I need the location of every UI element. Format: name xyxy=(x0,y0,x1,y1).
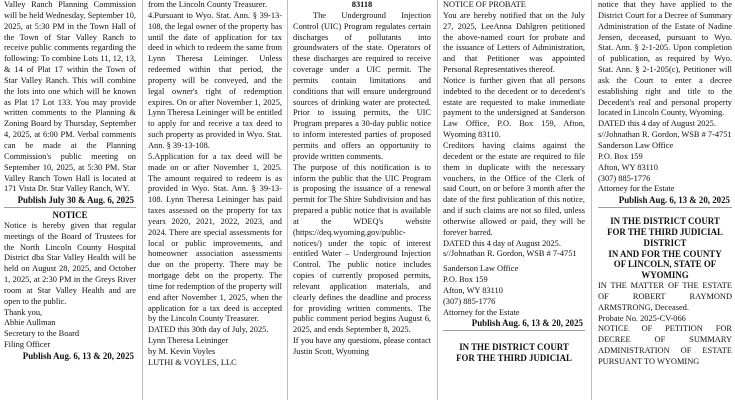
probate-notice-text: You are hereby notified that on the July 27, 2025, LeeAnna Dahlgren petitioned the above-named court for probate and the issuance of Letters of Administration, and that Petitioner was appointed Personal Representatives thereof. xyxy=(443,10,585,75)
firm-address: P.O. Box 159 xyxy=(443,275,488,285)
column-divider xyxy=(591,0,592,400)
court-heading: DISTRICT xyxy=(643,237,687,248)
probate-notice-text: Notice is further given that all persons indebted to the decedent or to decedent's estate are requested to make immediate payment to the undersigned at Sanderson Law Office, P.O. Box 159, Afton, Wyoming 83110. xyxy=(443,75,585,140)
probate-number: Probate No. 2025-CV-066 xyxy=(598,313,686,323)
dated-line: DATED this 4 day of August 2025. xyxy=(443,238,561,248)
notice-heading: NOTICE xyxy=(52,210,88,221)
court-heading: IN THE DISTRICT COURT xyxy=(459,342,569,353)
dated-line: DATED this 4 day of August 2025. xyxy=(598,119,716,129)
uic-notice-text: The Underground Injection Control (UIC) Program regulates certain discharges of pollutants into groundwaters of the state. Operators of these discharges are required to receive coverage under a UIC permit. The permits contain limitations and conditions that will ensure underground sources of drinking water are protected. Prior to issuing permits, the UIC Program prepares a 30-day public notice to inform interested parties of proposed permits and offers an opportunity to provide written comments. xyxy=(293,10,431,161)
column-5 xyxy=(598,0,732,400)
column-divider xyxy=(437,0,438,400)
notice-separator xyxy=(598,207,732,208)
uic-notice-text: If you have any questions, please contact Justin Scott, Wyoming xyxy=(293,336,431,356)
publication-line: Publish Aug. 6, 13 & 20, 2025 xyxy=(618,195,730,206)
attorney-line: Attorney for the Estate xyxy=(598,184,675,194)
tax-deed-text: 4.Pursuant to Wyo. Stat. Ann. § 39-13-108, the legal owner of the property has until the date of application for tax deed in which to redeem the same from Lynn Theresa Leininger. Unless redeemed within that period, the property will be conveyed, and the legal owner's right of redemption expires. On or after November 1, 2025, Lynn Theresa Leininger will be entitled to apply for and receive a tax deed to such property as provided in Wyo. Stat. Ann. § 39-13-108. xyxy=(148,10,282,150)
notice-separator xyxy=(443,330,585,331)
court-heading: OF LINCOLN, STATE OF xyxy=(613,259,717,270)
signature-line: s//Johnathan R. Gordon, WSB # 7-4751 xyxy=(598,130,732,140)
notice-signer: Abbie Aullman xyxy=(4,318,56,328)
summary-admin-text: notice that they have applied to the District Court for a Decree of Summary Administration of the Estate of Nadine Jensen, deceased, pursuant to Wyo. Stat. Ann. § 2-1-205. Upon completion of publication, as required by Wyo. Stat. Ann. § 2-1-205(c), Petitioner will ask the Court to enter a decree establishing right and title to the Decedent's real and personal property located in Lincoln County, Wyoming. xyxy=(598,0,732,118)
signature-line: by M. Kevin Voyles xyxy=(148,347,216,356)
court-heading: FOR THE THIRD JUDICIAL xyxy=(607,226,723,237)
column-divider xyxy=(287,0,288,400)
firm-phone: (307) 885-1776 xyxy=(443,296,496,306)
firm-name: Sanderson Law Office xyxy=(598,140,674,150)
firm-city: Afton, WY 83110 xyxy=(443,285,503,295)
column-3 xyxy=(293,0,431,400)
uic-notice-text: The purpose of this notification is to inform the public that the UIC Program is proposing the issuance of a renewal permit for The Shire Subdivision and has prepared a public notice that is available at the WDEQ's website (https://deq.wyoming.gov/public-notices/) under the topic of interest entitled Water – Underground Injection Control. The public notice includes copies of currently proposed permits, relevant application materials, and clearly defines the deadline and process for providing written comments. The public comment period begins August 6, 2025, and ends September 8, 2025. xyxy=(293,162,431,335)
attorney-line: Attorney for the Estate xyxy=(443,307,520,317)
tax-deed-text: from the Lincoln County Treasurer. xyxy=(148,0,267,9)
court-heading: IN THE DISTRICT COURT xyxy=(610,216,720,227)
court-heading: WYOMING xyxy=(641,270,689,281)
firm-name: Sanderson Law Office xyxy=(443,264,519,274)
permit-number: 83118 xyxy=(351,0,373,9)
hospital-notice-text: Notice is hereby given that regular meetings of the Board of Trustees for the North Lincoln County Hospital District dba Star Valley Health will be held on August 28, 2025, and October 1, 2025, at 2:30 PM in the Greys River room at Star Valley Health and are open to the public. xyxy=(4,220,136,306)
firm-phone: (307) 885-1776 xyxy=(598,173,651,183)
publication-line: Publish July 30 & Aug. 6, 2025 xyxy=(17,195,134,206)
notice-heading: NOTICE OF PROBATE xyxy=(443,0,526,9)
notice-thanks: Thank you, xyxy=(4,307,43,317)
notice-separator xyxy=(4,207,136,208)
tax-deed-text: 5.Application for a tax deed will be made on or after November 1, 2025. The amount required to redeem is as provided in Wyo. Stat. Ann. § 39-13-108. Lynn Theresa Leininger has paid taxes assessed on the property for tax years 2020, 2021, 2022, 2023, and 2024. There are special assessments for local or public improvements, and homeowner association assessments due on the property. There may be mortgage debt on the property. The time for redemption of the property will end after November 1, 2025, when the application for a tax deed is accepted by the Lincoln County Treasurer. xyxy=(148,151,282,324)
court-heading: IN AND FOR THE COUNTY xyxy=(608,248,722,259)
firm-address: P.O. Box 159 xyxy=(598,151,643,161)
publication-line: Publish Aug. 6, 13 & 20, 2025 xyxy=(471,318,583,329)
column-4 xyxy=(443,0,585,400)
publication-line: Publish Aug. 6, 13 & 20, 2025 xyxy=(22,351,134,361)
planning-notice-text: Valley Ranch Planning Commission will be held Wednesday, September 10, 2025, at 5:30 PM in the Town Hall of the Town of Star Valley Ranch to receive public comments regarding the following: To combine Lots 11, 12, 13, & 14 of Plat 17 within the Town of Star Valley Ranch. This will combine the lots into one which will be known as Plat 17 Lot 133. You may provide written comments to the Planning & Zoning Board by Thursday, September 4, 2025, at 6:00 PM. Verbal comments can be made at the Planning Commission's public meeting on September 10, 2025, at 5:30 PM. Star Valley Ranch Town Hall is located at 171 Vista Dr. Star Valley Ranch, WY. xyxy=(4,0,136,194)
signature-line: s//Johnathan R. Gordon, WSB # 7-4751 xyxy=(443,249,577,259)
column-2 xyxy=(148,0,282,400)
case-matter: IN THE MATTER OF THE ESTATE OF ROBERT RAYMOND ARMSTRONG, Deceased. xyxy=(598,281,732,312)
notice-signer-title: Secretary to the Board xyxy=(4,329,80,339)
dated-line: DATED this 30th day of July, 2025. xyxy=(148,325,269,335)
court-heading: FOR THE THIRD JUDICIAL xyxy=(456,353,572,364)
probate-notice-text: Creditors having claims against the decedent or the estate are required to file them in duplicate with the necessary vouchers, in the Office of the Clerk of said Court, on or before 3 month after the date of the first publication of this notice, and if such claims are not so filed, unless otherwise allowed or paid, they will be forever barred. xyxy=(443,140,585,237)
firm-name: LUTHI & VOYLES, LLC xyxy=(148,357,237,367)
firm-city: Afton, WY 83110 xyxy=(598,162,658,172)
column-divider xyxy=(142,0,143,400)
signature-line: Lynn Theresa Leininger xyxy=(148,336,229,346)
notice-signer-title: Filing Officer xyxy=(4,340,51,350)
column-1 xyxy=(4,0,136,400)
petition-title: NOTICE OF PETITION FOR DECREE OF SUMMARY ADMINISTRATION OF ESTATE PURSUANT TO WYOMING xyxy=(598,324,732,366)
